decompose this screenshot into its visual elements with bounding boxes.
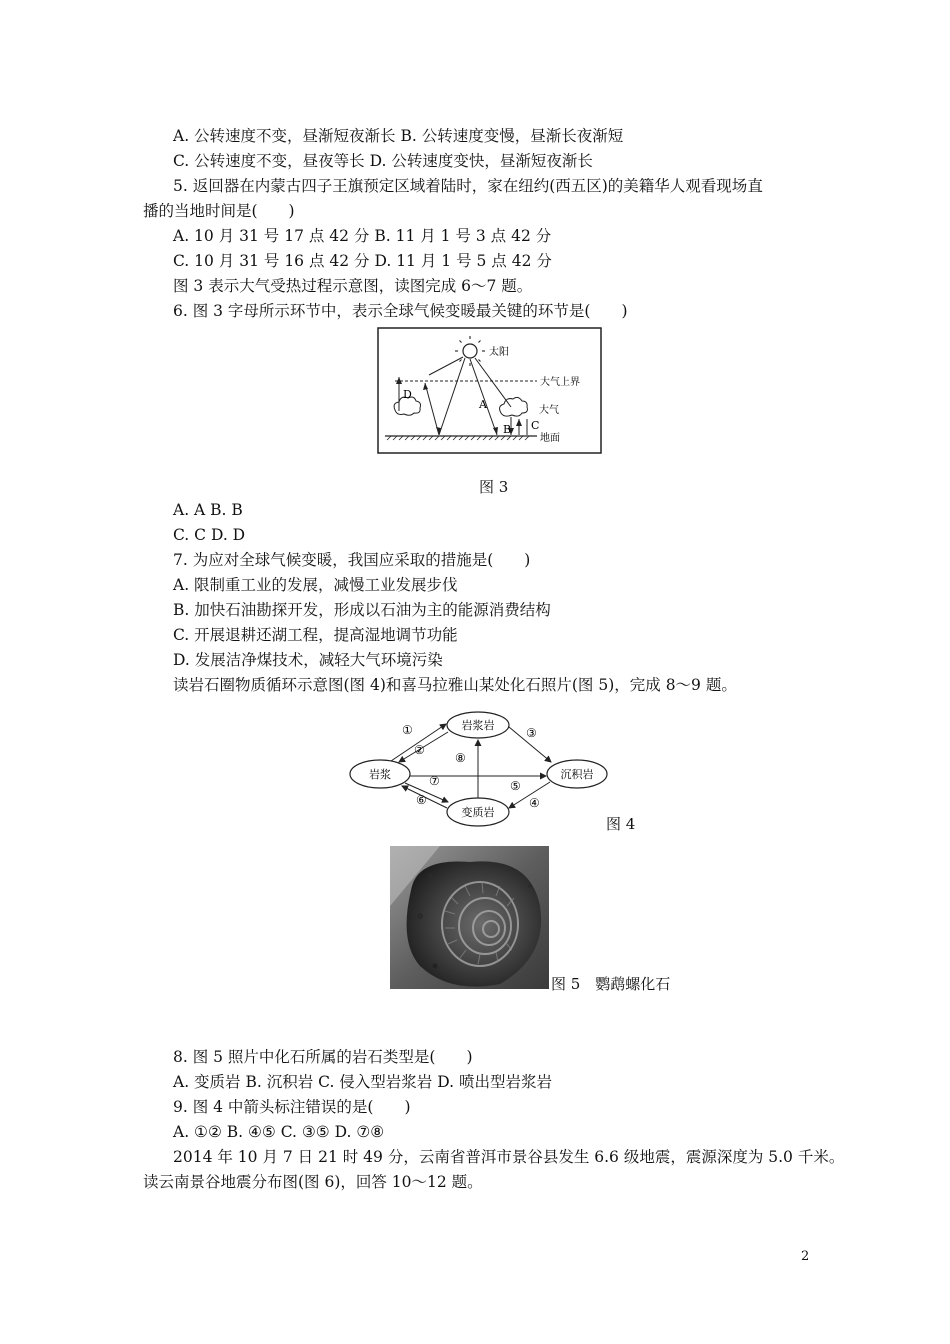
arrow-label-4: ④ (529, 796, 540, 810)
arrow-label-1: ① (402, 723, 413, 737)
atmosphere-label: 大气 (539, 405, 559, 416)
ground-label: 地面 (540, 433, 560, 444)
node-metamorphic-rock: 变质岩 (461, 806, 495, 819)
letter-b: B (503, 423, 512, 436)
option-line: A. 公转速度不变，昼渐短夜渐长 B. 公转速度变慢，昼渐长夜渐短 (173, 127, 624, 145)
sun-label: 太阳 (489, 347, 509, 358)
option-line: B. 加快石油勘探开发，形成以石油为主的能源消费结构 (173, 601, 551, 619)
option-line: D. 发展洁净煤技术，减轻大气环境污染 (173, 651, 443, 669)
option-line: A. A B. B (173, 501, 243, 519)
letter-c: C (531, 419, 540, 432)
option-line: C. C D. D (173, 526, 246, 544)
arrow-label-6: ⑥ (416, 793, 427, 807)
instruction-line: 2014 年 10 月 7 日 21 时 49 分，云南省普洱市景谷县发生 6.6 级地震，震源深度为 5.0 千米。 (173, 1148, 845, 1166)
instruction-line: 读岩石圈物质循环示意图(图 4)和喜马拉雅山某处化石照片(图 5)，完成 8～9 题。 (173, 676, 737, 694)
node-igneous-rock: 岩浆岩 (461, 719, 495, 732)
question-5: 5. 返回器在内蒙古四子王旗预定区域着陆时，家在纽约(西五区)的美籍华人观看现场直 (173, 177, 763, 195)
arrow-label-5: ⑤ (510, 779, 521, 793)
arrow-label-8: ⑧ (455, 751, 466, 765)
figure-3-caption: 图 3 (479, 478, 509, 496)
question-5-cont: 播的当地时间是( ) (143, 202, 295, 220)
option-line: A. ①② B. ④⑤ C. ③⑤ D. ⑦⑧ (173, 1123, 385, 1141)
nautilus-fossil-photo (390, 846, 549, 989)
figure-4-rock-cycle (345, 710, 615, 830)
instruction-line-cont: 读云南景谷地震分布图(图 6)，回答 10～12 题。 (143, 1173, 483, 1191)
figure-4-caption: 图 4 (606, 815, 636, 833)
option-line: C. 公转速度不变，昼夜等长 D. 公转速度变快，昼渐短夜渐长 (173, 152, 593, 170)
option-line: C. 10 月 31 号 16 点 42 分 D. 11 月 1 号 5 点 42 分 (173, 252, 552, 270)
option-line: C. 开展退耕还湖工程，提高湿地调节功能 (173, 626, 458, 644)
arrow-label-2: ② (414, 743, 425, 757)
question-7: 7. 为应对全球气候变暖，我国应采取的措施是( ) (173, 551, 531, 569)
upper-atmosphere-label: 大气上界 (540, 377, 580, 388)
letter-a: A (479, 398, 487, 411)
question-6: 6. 图 3 字母所示环节中，表示全球气候变暖最关键的环节是( ) (173, 302, 628, 320)
letter-d: D (403, 388, 412, 401)
node-magma: 岩浆 (369, 768, 391, 781)
option-line: A. 变质岩 B. 沉积岩 C. 侵入型岩浆岩 D. 喷出型岩浆岩 (173, 1073, 552, 1091)
question-9: 9. 图 4 中箭头标注错误的是( ) (173, 1098, 411, 1116)
arrow-label-3: ③ (526, 726, 537, 740)
instruction-line: 图 3 表示大气受热过程示意图，读图完成 6～7 题。 (173, 277, 533, 295)
option-line: A. 限制重工业的发展，减慢工业发展步伐 (173, 576, 458, 594)
option-line: A. 10 月 31 号 17 点 42 分 B. 11 月 1 号 3 点 42 分 (173, 227, 552, 245)
node-sedimentary-rock: 沉积岩 (560, 768, 594, 781)
page-number: 2 (801, 1249, 810, 1264)
figure-5-caption: 图 5 鹦鹉螺化石 (551, 975, 671, 993)
question-8: 8. 图 5 照片中化石所属的岩石类型是( ) (173, 1048, 473, 1066)
arrow-label-7: ⑦ (429, 774, 440, 788)
figure-3-diagram (377, 327, 602, 454)
